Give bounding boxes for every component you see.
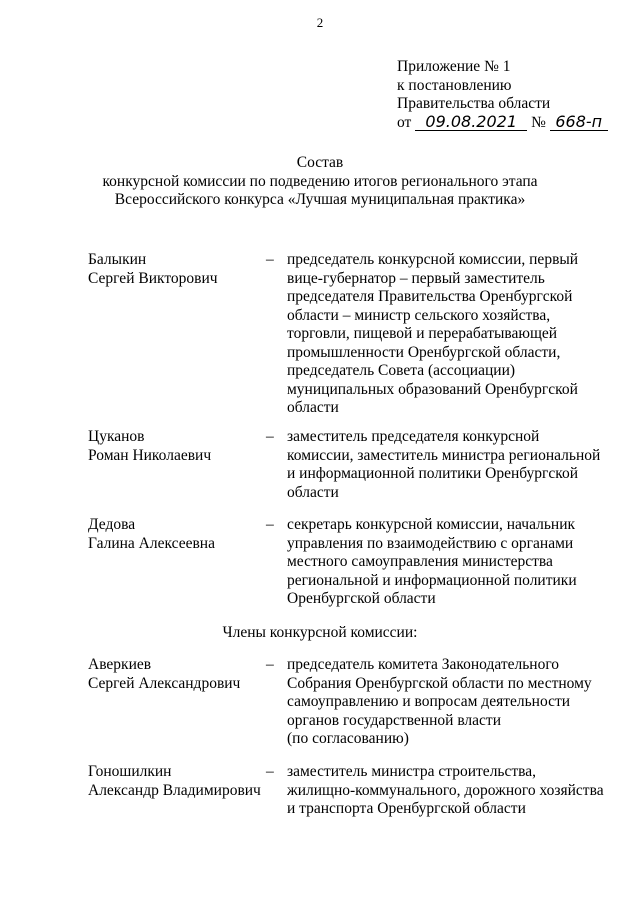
- person-surname: Гоношилкин: [88, 763, 172, 780]
- title-line-3: Всероссийского конкурса «Лучшая муниципальная практика»: [114, 191, 526, 208]
- appendix-line-1: Приложение № 1: [397, 58, 511, 75]
- page-number: 2: [316, 15, 324, 30]
- person-surname: Дедова: [88, 516, 136, 533]
- person-given-name: Сергей Викторович: [88, 269, 218, 287]
- person-surname: Балыкин: [88, 251, 147, 268]
- person-given-name: Сергей Александрович: [88, 674, 241, 692]
- agreement-note: (по согласованию): [287, 730, 409, 747]
- title-line-2: конкурсной комиссии по подведению итогов регионального этапа: [102, 172, 538, 190]
- person-position: заместитель председателя конкурсной комиссии, заместитель министра региональной и информационной политики Оренбургской области: [287, 428, 601, 501]
- person-given-name: Роман Николаевич: [88, 446, 212, 464]
- person-position: председатель конкурсной комиссии, первый вице-губернатор – первый заместитель председателя Правительства Оренбургской области – министр сельского хозяйства, торговли, пищевой и перерабатывающей промышленности Оренбургской области, председатель Совета (ассоциации) муниципальных образований Оренбургской области: [287, 251, 579, 416]
- person-name: [88, 656, 268, 693]
- handwritten-date: 09.08.2021: [415, 114, 527, 131]
- handwritten-number: 668-п: [550, 114, 608, 131]
- appendix-date-line: [397, 111, 627, 133]
- person-name: [88, 251, 268, 288]
- person-name: [88, 516, 268, 553]
- dash-separator: –: [266, 428, 274, 445]
- appendix-line-2: к постановлению: [397, 76, 512, 94]
- date-prefix: от: [397, 113, 412, 131]
- appendix-line-3: Правительства области: [397, 95, 551, 112]
- person-surname: Цуканов: [88, 428, 145, 445]
- person-position: [287, 656, 607, 749]
- position-text: председатель комитета Законодательного Собрания Оренбургской области по местному самоуправлению и вопросам деятельности органов государственной власти: [287, 656, 592, 729]
- person-given-name: Галина Алексеевна: [88, 534, 215, 552]
- appendix-block: [397, 58, 627, 132]
- person-surname: Аверкиев: [88, 656, 152, 673]
- dash-separator: –: [266, 763, 274, 780]
- dash-separator: –: [266, 251, 274, 268]
- person-name: [88, 763, 268, 800]
- members-heading: Члены конкурсной комиссии:: [222, 624, 418, 641]
- person-position: секретарь конкурсной комиссии, начальник управления по взаимодействию с органами местного самоуправления министерства региональной и информационной политики Оренбургской области: [287, 516, 577, 607]
- number-prefix: №: [531, 113, 546, 131]
- document-title: [0, 154, 640, 210]
- person-position: заместитель министра строительства, жилищно-коммунального, дорожного хозяйства и транспорта Оренбургской области: [287, 763, 604, 817]
- title-line-1: Состав: [296, 154, 344, 171]
- person-given-name: Александр Владимирович: [88, 781, 261, 799]
- person-name: [88, 428, 268, 465]
- dash-separator: –: [266, 656, 274, 673]
- dash-separator: –: [266, 516, 274, 533]
